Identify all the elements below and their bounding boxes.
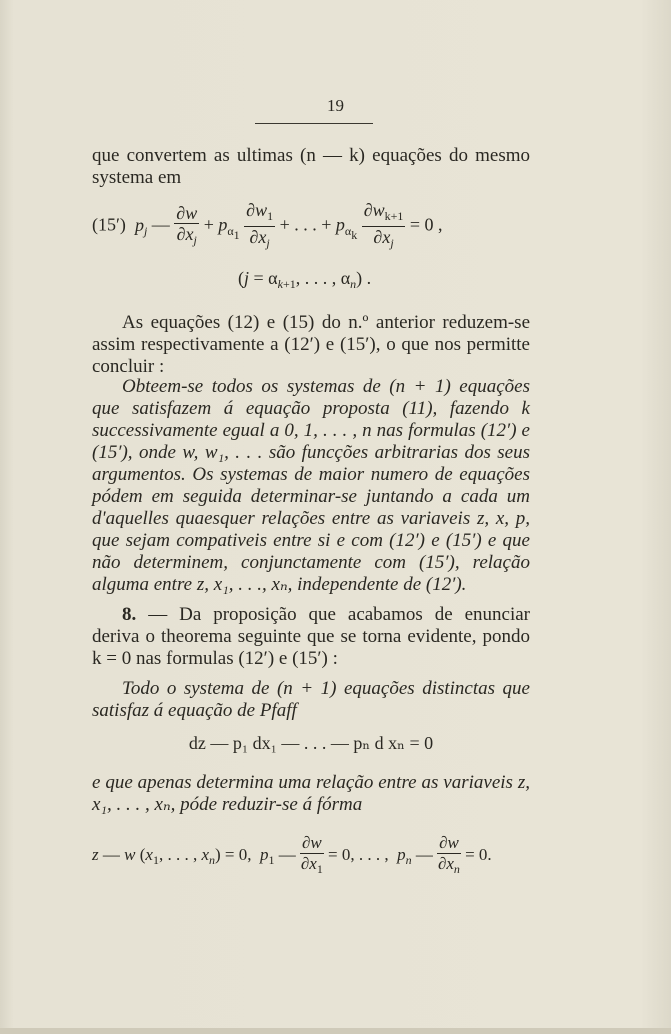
header-rule (255, 123, 373, 124)
pfaff-equation: dz — p₁ dx₁ — . . . — pₙ d xₙ = 0 (188, 733, 434, 753)
final-equations: z — w ($x_1$, . . . , $x_n) = 0$, $p_1$ — $\frac{\partial w}{\partial x_1}$ = 0, . . . , $p_n$ — $\frac{\partial w}{\partial x_n}$ = 0. (92, 833, 492, 876)
section-number: 8. (122, 604, 137, 625)
intro-text: que convertem as ultimas (n — k) equações do mesmo systema em (92, 145, 530, 188)
page-edge (0, 1028, 671, 1034)
section-8-paragraph (92, 604, 530, 670)
equation-15-condition: ($j = \alpha_{k+1}$, . . . , $\alpha_n$) . (238, 268, 372, 291)
equation-15-prime: (15′) $p_j$ — $\frac{\partial w}{\partial x_j}$ + $p_{\alpha_1}$ $\frac{\partial w_1}{\partial x_j}$ + . . . + $p_{\alpha_k}$ $\frac{\partial w_{k+1}}{\partial x_j}$ = 0 , (92, 200, 443, 250)
theorem-continuation: e que apenas determina uma relação entre as variaveis z, x₁, . . . , xₙ, póde reduzir-se á fórma (92, 772, 530, 815)
paragraph-reduction: As equações (12) e (15) do n.º anterior reduzem-se assim respectivamente a (12′) e (15′), o que nos permitte concluir : (92, 312, 530, 377)
section-text: — Da proposição que acabamos de enunciar deriva o theorema seguinte que se torna evidente, pondo k = 0 nas formulas (12′) e (15′) : (92, 604, 530, 669)
page-number: 19 (327, 96, 344, 115)
theorem-statement: Todo o systema de (n + 1) equações distinctas que satisfaz á equação de Pfaff (92, 678, 530, 721)
paragraph-italic-result: Obteem-se todos os systemas de (n + 1) equações que satisfazem á equação proposta (11), fazendo k successivamente egual a 0, 1, . . . , n nas formulas (12′) e (15′), onde w, w₁, . . . são funcções arbitrarias dos seus argumentos. Os systemas de maior numero de equações pódem em seguida determinar-se juntando a cada um d'aquelles quaesquer relações entre as variaveis z, x, p, que sejam compativeis entre si e com (12′) e (15′) e que não determinem, conjunctamente com (15′), relação alguma entre z, x₁, . . ., xₙ, independente de (12′). (92, 376, 530, 595)
